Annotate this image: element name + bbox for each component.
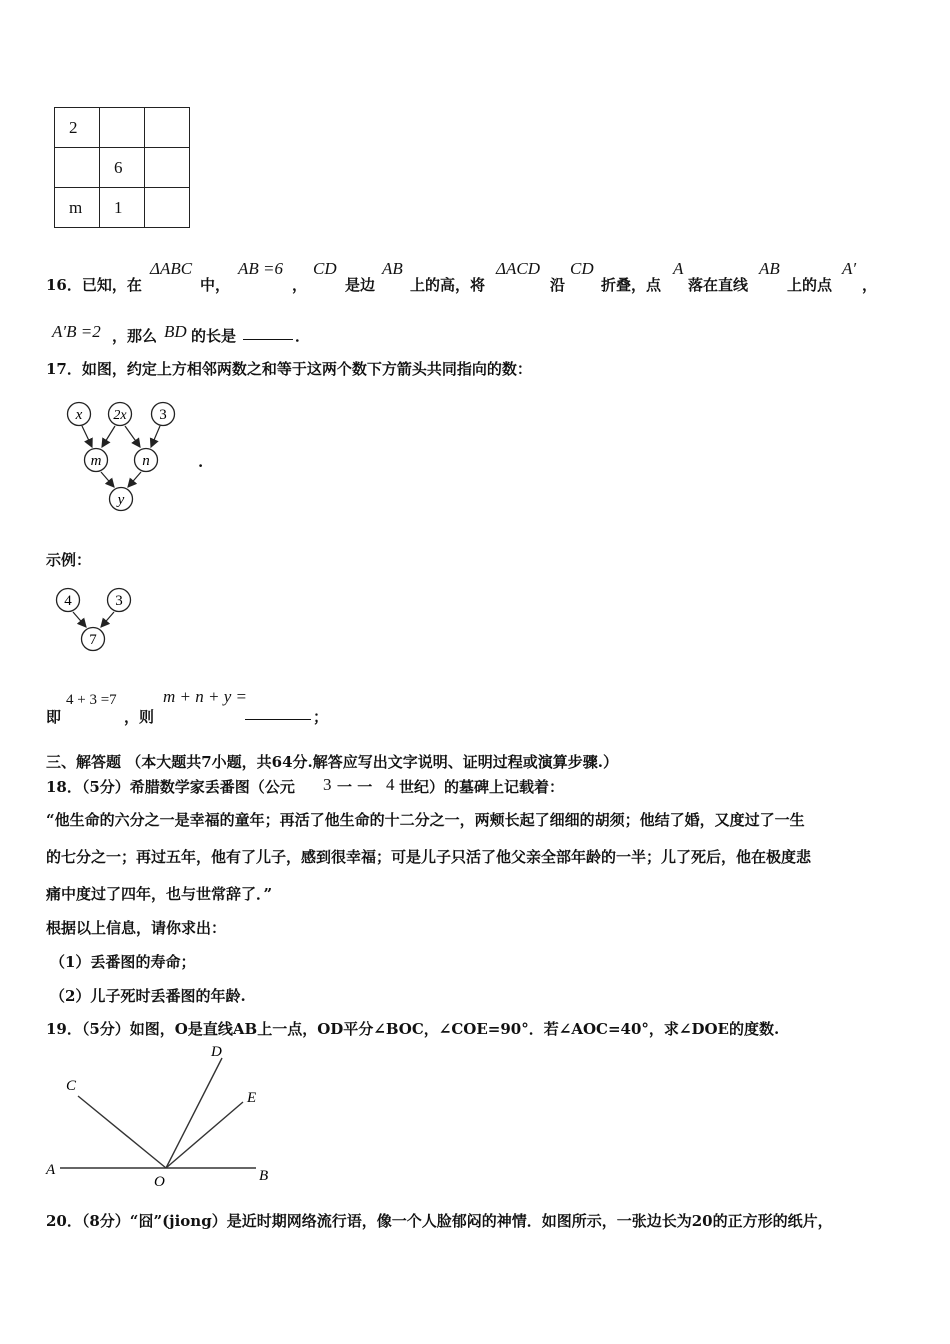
arrow: [73, 612, 86, 627]
node-label: n: [142, 453, 150, 469]
q16-cd: CD: [313, 259, 337, 278]
point-label: O: [154, 1174, 165, 1190]
q18-paragraph: “他生命的六分之一是幸福的童年；再活了他生命的十二分之一，两颊长起了细细的胡须；他结了婚，又度过了一生: [46, 811, 805, 829]
q18-subquestion: （1）丢番图的寿命；: [50, 953, 196, 971]
q17-expression: 4 + 3 =7: [66, 692, 117, 708]
q16-triangle-abc: ΔABC: [150, 259, 193, 278]
q20-text: 20．（8分）“囧”(jiong）是近时期网络流行语，像一个人脸郁闷的神情．如图所示，一张边长为20的正方形的纸片，: [46, 1212, 833, 1230]
q17-text: ，则: [124, 708, 155, 726]
q16-point-a: A: [673, 259, 684, 278]
grid-cell: [145, 188, 190, 228]
grid-row: [55, 108, 190, 148]
q17-expression: m + n + y =: [163, 687, 247, 706]
point-label: B: [259, 1168, 269, 1184]
q17-text: 17．如图，约定上方相邻两数之和等于这两个数下方箭头共同指向的数：: [46, 360, 532, 378]
q17-text: 即: [46, 708, 62, 726]
arrow: [102, 426, 115, 447]
node-label: 2x: [113, 408, 127, 423]
point-label: E: [247, 1090, 257, 1106]
q17-example-label: 示例：: [46, 551, 92, 569]
q16-text: ．: [295, 327, 311, 345]
point-label: A: [46, 1162, 56, 1178]
q18-heading: 18．（5分）希腊数学家丢番图（公元: [46, 778, 295, 796]
answer-blank: [245, 719, 311, 720]
q16-text: 是边: [345, 276, 376, 294]
q18-prompt: 根据以上信息，请你求出：: [46, 919, 227, 937]
q16-text: 折叠，点: [601, 276, 662, 294]
grid-cell: [145, 108, 190, 148]
q16-text: 落在直线: [688, 276, 749, 294]
q18-subquestion: （2）儿子死时丢番图的年龄.: [50, 987, 246, 1005]
q17-example-diagram: [50, 585, 140, 657]
q16-cd: CD: [570, 259, 594, 278]
q18-paragraph: 痛中度过了四年，也与世常辞了．”: [46, 885, 273, 903]
section-header: 三、解答题 （本大题共7小题，共64分.解答应写出文字说明、证明过程或演算步骤.）: [46, 753, 618, 771]
node-label: 3: [115, 593, 123, 609]
q18-century: 3: [323, 775, 332, 794]
node-label: x: [75, 407, 83, 423]
point-label: C: [66, 1078, 77, 1094]
node-label: y: [117, 492, 125, 508]
grid-cell: 2: [55, 108, 100, 148]
q16-text: ，: [862, 276, 878, 294]
q16-number: 16．已知，在: [46, 276, 142, 294]
grid-row: [55, 188, 190, 228]
q16-text: 的长是: [191, 327, 237, 345]
grid-row: [55, 148, 190, 188]
number-grid: [54, 107, 190, 228]
node-label: m: [90, 453, 102, 469]
arrow: [151, 426, 160, 447]
q17-arrow-diagram: [60, 395, 200, 520]
q16-text: 上的点: [787, 276, 833, 294]
q18-text: 一 一: [337, 778, 373, 796]
q18-paragraph: 的七分之一；再过五年，他有了儿子，感到很幸福；可是儿子只活了他父亲全部年龄的一半；儿了死后，他在极度悲: [46, 848, 812, 866]
q16-text: ，: [292, 276, 308, 294]
grid-cell: 6: [100, 148, 145, 188]
ray-oe: [166, 1102, 243, 1168]
q16-text: ，那么: [112, 327, 158, 345]
node-label: 4: [64, 593, 72, 609]
q16-text: 中，: [200, 276, 231, 294]
q17-text: ；: [313, 708, 329, 726]
arrow: [101, 612, 114, 627]
answer-blank: [243, 339, 293, 340]
arrow: [82, 426, 92, 447]
q16-point-a-prime: A′: [842, 259, 857, 278]
grid-cell: [55, 148, 100, 188]
q19-text: 19．（5分）如图，O是直线AB上一点，OD平分∠BOC，∠COE=90°．若∠AOC=40°，求∠DOE的度数.: [46, 1020, 780, 1038]
q16-ab-equals: AB =6: [238, 259, 283, 278]
grid-cell: [100, 108, 145, 148]
point-label: D: [211, 1044, 222, 1060]
grid-cell: 1: [100, 188, 145, 228]
q16-triangle-acd: ΔACD: [496, 259, 540, 278]
q17-dot: .: [198, 453, 204, 471]
q19-angle-figure: [40, 1040, 280, 1190]
grid-cell: [145, 148, 190, 188]
arrow: [101, 472, 114, 487]
grid-cell: m: [55, 188, 100, 228]
node-label: 3: [159, 407, 167, 423]
q16-ab: AB: [382, 259, 403, 278]
arrow: [128, 472, 141, 487]
q16-text: 上的高，将: [410, 276, 486, 294]
q16-text: 沿: [550, 276, 566, 294]
node-label: 7: [89, 632, 97, 648]
q18-text: 世纪）的墓碑上记载着：: [399, 778, 565, 796]
q18-century: 4: [386, 775, 395, 794]
arrow: [125, 426, 140, 447]
ray-od: [166, 1058, 222, 1168]
q16-bd: BD: [164, 322, 187, 341]
ray-oc: [78, 1096, 166, 1168]
q16-a-prime-b: A′B =2: [52, 322, 101, 341]
q16-ab: AB: [759, 259, 780, 278]
